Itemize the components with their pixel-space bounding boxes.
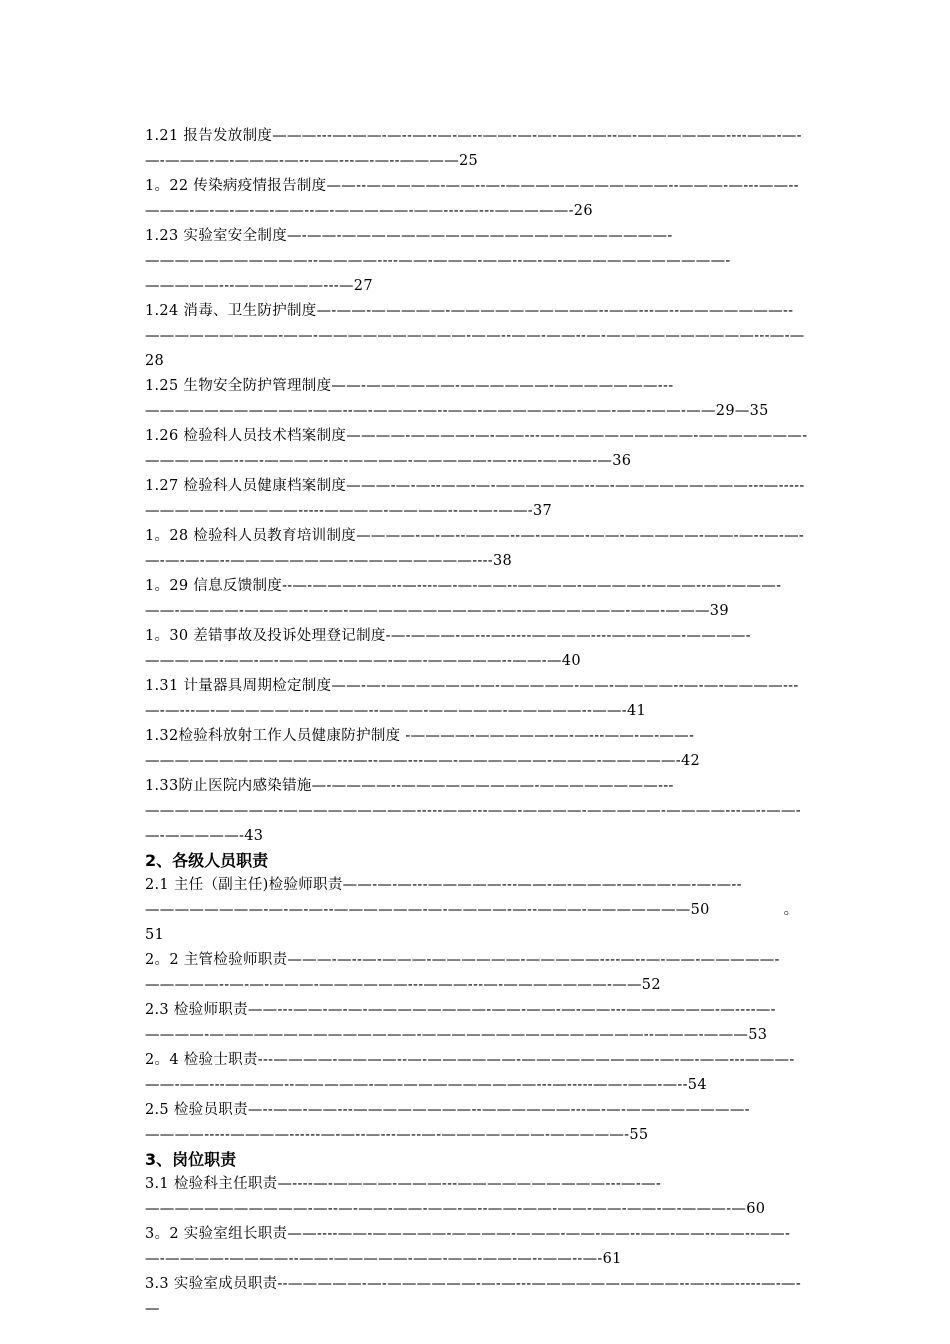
toc-entry-2-4[interactable]: 2。4 检验士职责---————-————--—-——————-—————————-—-—-——---———-——-——---————--—————-———————————---—-----——-——-—--54 (145, 1052, 795, 1093)
toc-entry-1-33[interactable]: 1.33防止医院内感染错施—-————--—————————-————————---—————————-—————————-----——---——-————-—————-————---—--——-—-—————-43 (145, 778, 801, 844)
toc-entry-2-5[interactable]: 2.5 检验员职责—--——-——---————————--——————---—-—-————————-————-----————------—-—--—---—--—-———————-—————-55 (145, 1102, 750, 1143)
toc-entry-2-3[interactable]: 2.3 检验师职责——---——-—-—-————————-——-——-—-——---——————-—----—-————-——————————————-———————————————--———-———53 (145, 1002, 776, 1043)
toc-entry-1-24[interactable]: 1.24 消毒、卫生防护制度—-——-—————-——————————--——---—--———————--—————————-——-——————————-——--——-——--—-——————————---—-—28 (145, 303, 805, 369)
toc-entry-3-3[interactable]: 3.3 实验室成员职责--—————-—-——————-—-—---——————————--—---—-----—-—-— (145, 1276, 802, 1317)
toc-entry-1-30[interactable]: 1。30 差错事故及投诉处理登记制度-—-———-—---—-----————----—-—-——-————-—————-——-—-————-———-——-—————--——-—40 (145, 628, 751, 669)
toc-entry-1-22[interactable]: 1。22 传染病疫情报告制度——--—————-——--—-———————————--———-—---——--———-—-—-—-—-——--—-—————-——----—---—————-26 (145, 178, 799, 219)
toc-entry-1-29[interactable]: 1。29 信息反馈制度--—-———-——--—----—-—-——--————-————--———---—-———-——-————-————-—-—-——————————-—-———————-——-———39 (145, 578, 782, 619)
toc-entry-3-2[interactable]: 3。2 实验室组长职责——----——-—————-————-———-——-——--——-——--——--——-—-————-————--——-—————-——-——-——-—--——--—-61 (145, 1226, 791, 1267)
toc-entry-1-21[interactable]: 1.21 报告发放制度———---—-——-—--—--—-—--——-—-—-——-—--—-——————----——-—-—-———-—-———-—--——---—-—--————25 (145, 128, 802, 169)
toc-entry-1-31[interactable]: 1.31 计量器具周期检定制度——-—-——————-—-—————-——-————--—-—-————---—-—---—-——————-————--———-—————-—————--——-41 (145, 678, 799, 719)
toc-entry-1-28[interactable]: 1。28 检验科人员教育培训制度————-—-—--———--—-———-——-—————-——-—--—-—-—-—-—-—--————————-————————----38 (145, 528, 805, 569)
toc-entry-3-1[interactable]: 3.1 检验科主任职责—----—-————-———---——————————---—-—-———————————-—--—-——-——-——-—--——-——-——-——-——-—-———-—60 (145, 1176, 766, 1217)
section-heading-2: 2、各级人员职责 (145, 851, 269, 870)
toc-entry-1-27[interactable]: 1.27 检验科人员健康档案制度———-—-—--——-—-——————--—-—————————---—-----—————-—————-----————-————--—-—-——-37 (145, 478, 805, 519)
toc-entry-1-25[interactable]: 1.25 生物安全防护管理制度——-——————-——————-———————---———————————-——--—-———-—--——-—————-—-——-——-——-——29—35 (145, 378, 769, 419)
toc-entry-1-26[interactable]: 1.26 检验科人员技术档案制度————-————-—-——---—-—————————-———————-——————--—-————-—-————-—————-—---—-——-—-—36 (145, 428, 808, 469)
toc-entry-2-1[interactable]: 2.1 主任（副主任)检验师职责——-—-—---—————---——-—-———-—-——-—-—-—--————————-—-—-—--——————-—-————-—--———-———————50 。 51 (145, 877, 866, 943)
toc-page (145, 124, 866, 1322)
section-heading-3: 3、岗位职责 (145, 1150, 237, 1169)
toc-entry-1-23[interactable]: 1.23 实验室安全制度—-——-——————————————————————-———————————--————----——-———-——--—-—-———————————-—————---——————---—27 (145, 228, 731, 294)
toc-entry-2-2[interactable]: 2。2 主管检验师职责———-—--—-———-——————-—————----—--—-——-—————-—————--—-—-———-——————---———---—-———————-——52 (145, 952, 780, 993)
toc-entry-1-32[interactable]: 1.32检验科放射工作人员健康防护制度 -————-—————-—-—---——-—-——-—————————————---—--——---——-——————-———-—————-42 (145, 728, 701, 769)
